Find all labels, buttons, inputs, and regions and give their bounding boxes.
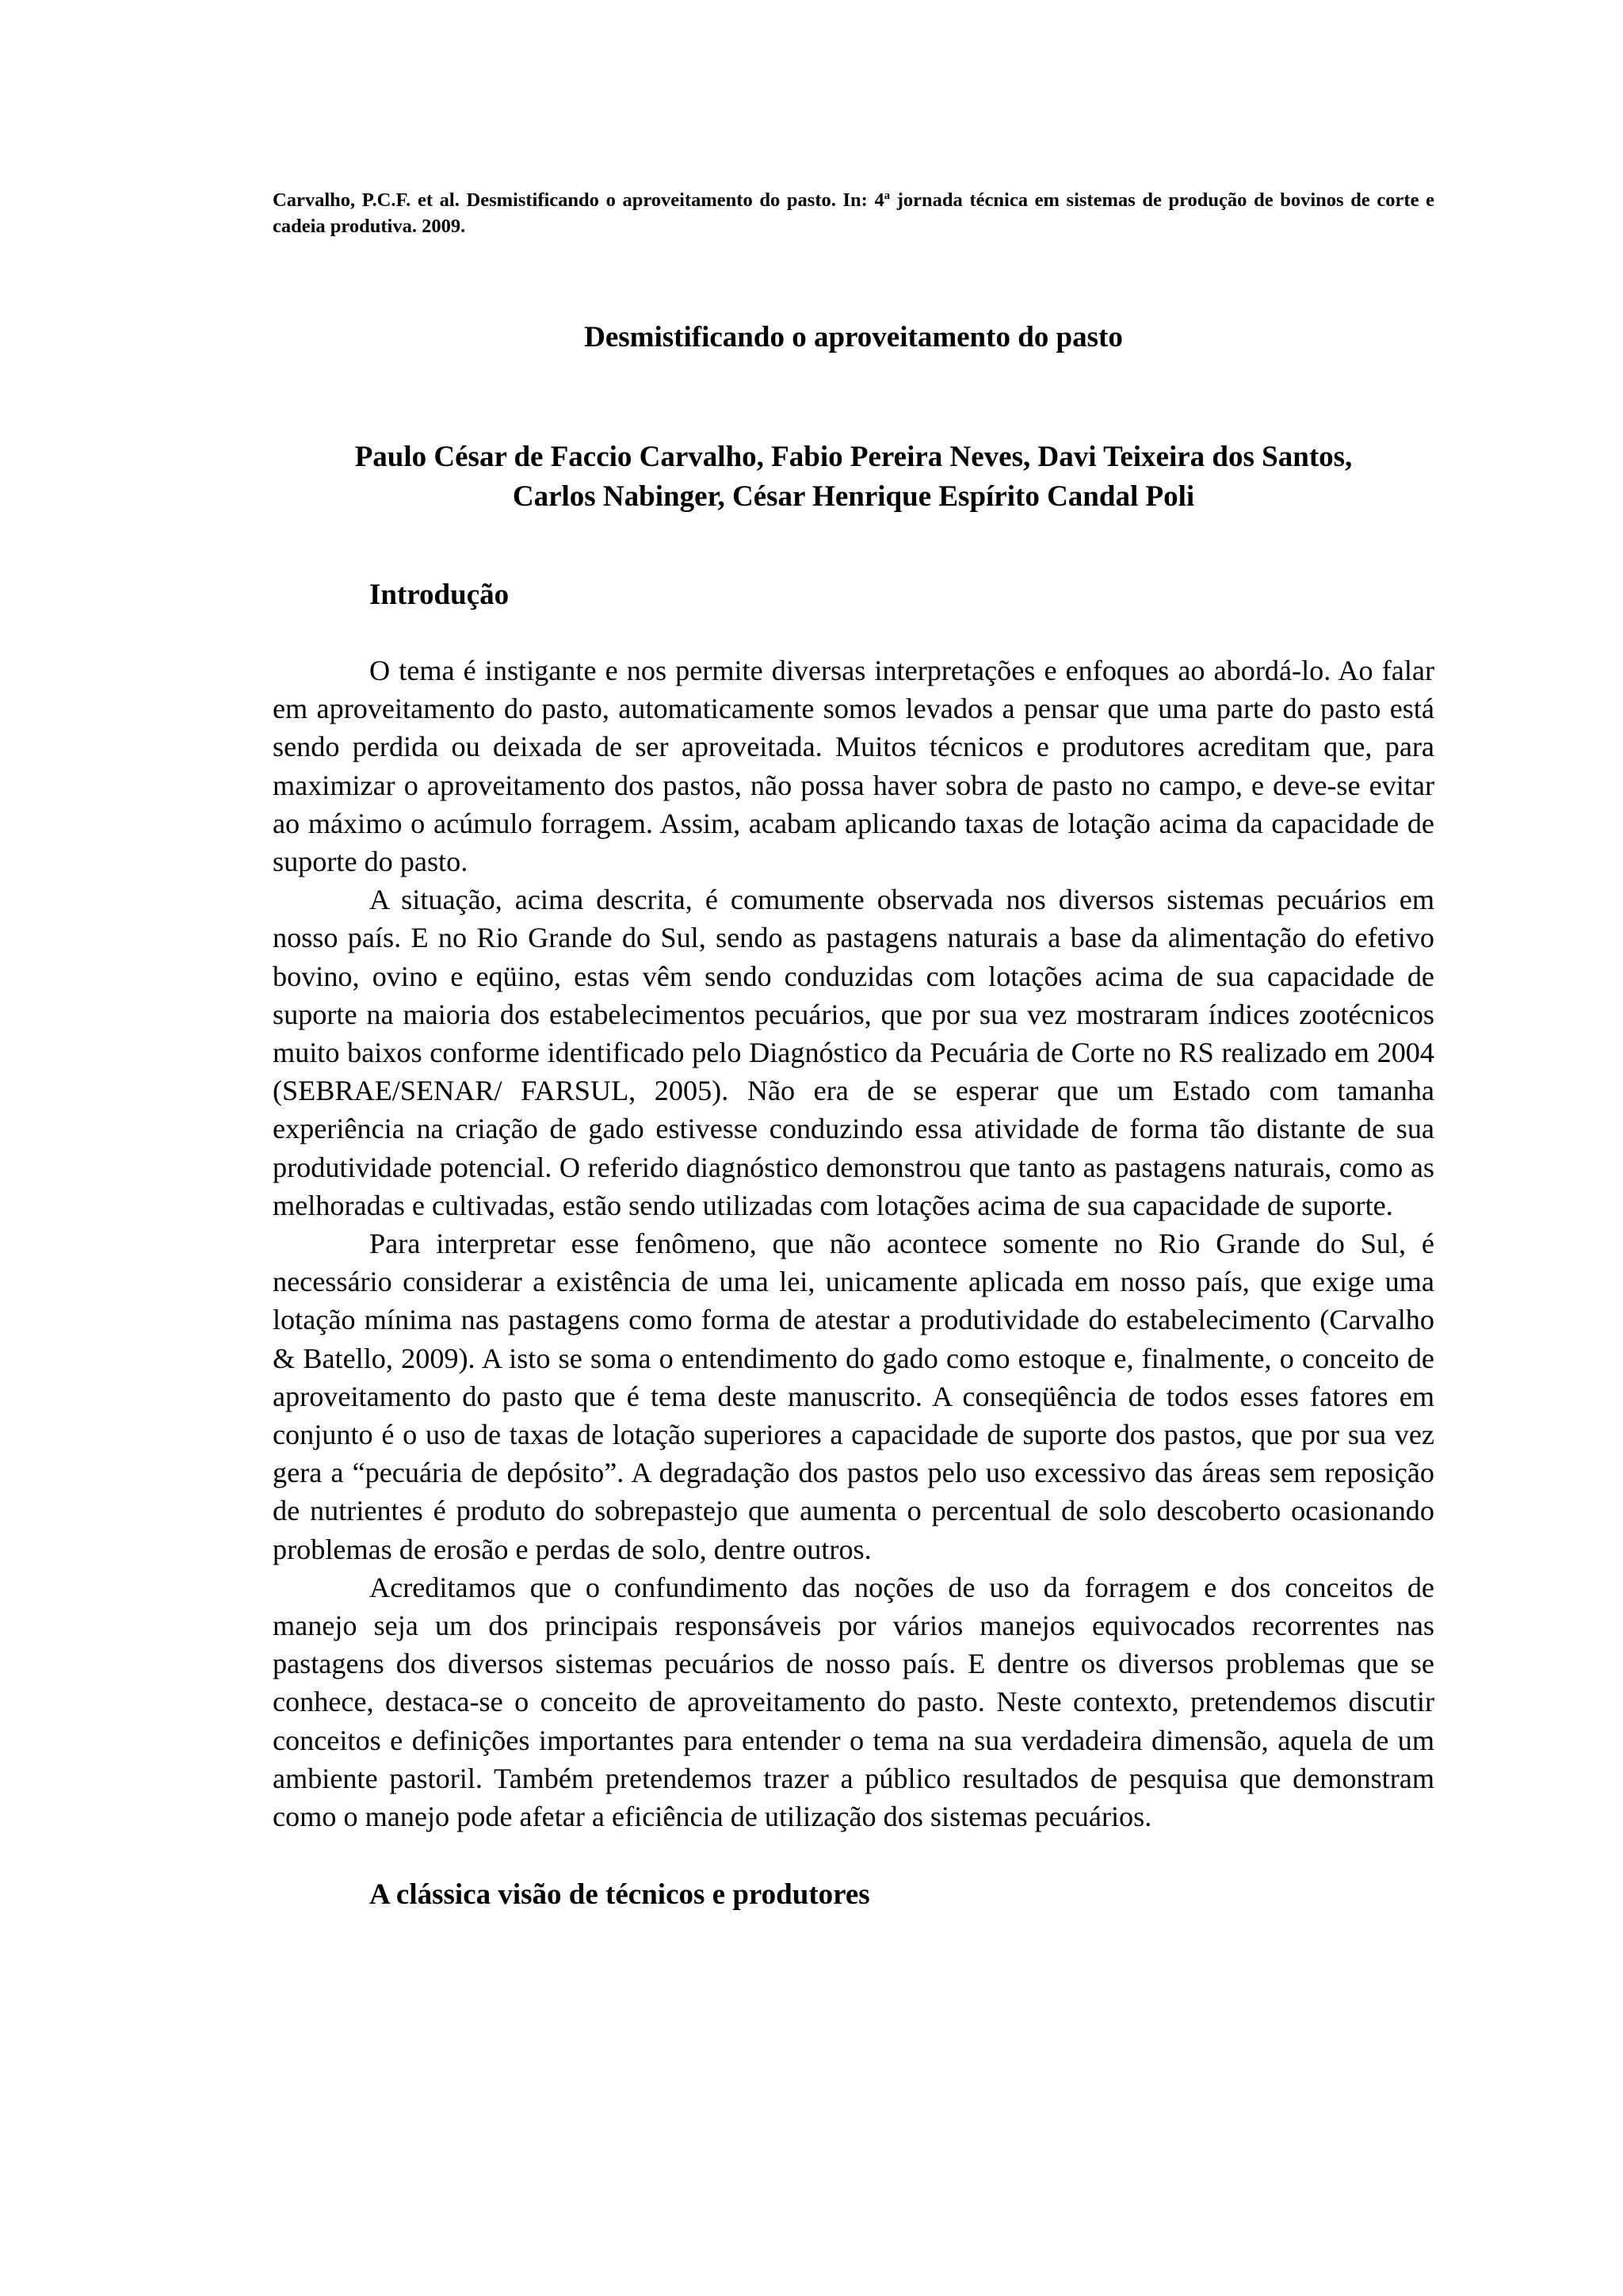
introduction-body bbox=[273, 651, 1434, 1836]
citation-suffix: jornada técnica em sistemas de produção de bovinos de corte e cadeia produtiva. 2009. bbox=[273, 189, 1434, 237]
paragraph: Para interpretar esse fenômeno, que não acontece somente no Rio Grande do Sul, é necessário considerar a existência de uma lei, unicamente aplicada em nosso país, que exige uma lotação mínima nas pastagens como forma de atestar a produtividade do estabelecimento (Carvalho & Batello, 2009). A isto se soma o entendimento do gado como estoque e, finalmente, o conceito de aproveitamento do pasto que é tema deste manuscrito. A conseqüência de todos esses fatores em conjunto é o uso de taxas de lotação superiores a capacidade de suporte dos pastos, que por sua vez gera a “pecuária de depósito”. A degradação dos pastos pelo uso excessivo das áreas sem reposição de nutrientes é produto do sobrepastejo que aumenta o percentual de solo descoberto ocasionando problemas de erosão e perdas de solo, dentre outros. bbox=[273, 1228, 1434, 1565]
citation-superscript: a bbox=[884, 189, 891, 202]
section-heading-introducao: Introdução bbox=[369, 579, 510, 611]
author-list bbox=[273, 437, 1434, 517]
citation-header bbox=[273, 187, 1434, 239]
document-page bbox=[273, 187, 1434, 1912]
paragraph: Acreditamos que o confundimento das noções de uso da forragem e dos conceitos de manejo seja um dos principais responsáveis por vários manejos equivocados recorrentes nas pastagens dos diversos sistemas pecuários de nosso país. E dentre os diversos problemas que se conhece, destaca-se o conceito de aproveitamento do pasto. Neste contexto, pretendemos discutir conceitos e definições importantes para entender o tema na sua verdadeira dimensão, aquela de um ambiente pastoril. Também pretendemos trazer a público resultados de pesquisa que demonstram como o manejo pode afetar a eficiência de utilização dos sistemas pecuários. bbox=[273, 1571, 1434, 1833]
paragraph: A situação, acima descrita, é comumente observada nos diversos sistemas pecuários em nosso país. E no Rio Grande do Sul, sendo as pastagens naturais a base da alimentação do efetivo bovino, ovino e eqüino, estas vêm sendo conduzidas com lotações acima de sua capacidade de suporte na maioria dos estabelecimentos pecuários, que por sua vez mostraram índices zootécnicos muito baixos conforme identificado pelo Diagnóstico da Pecuária de Corte no RS realizado em 2004 (SEBRAE/SENAR/ FARSUL, 2005). Não era de se esperar que um Estado com tamanha experiência na criação de gado estivesse conduzindo essa atividade de forma tão distante de sua produtividade potencial. O referido diagnóstico demonstrou que tanto as pastagens naturais, como as melhoradas e cultivadas, estão sendo utilizadas com lotações acima de sua capacidade de suporte. bbox=[273, 884, 1434, 1221]
author-line-1: Paulo César de Faccio Carvalho, Fabio Pereira Neves, Davi Teixeira dos Santos, bbox=[354, 441, 1353, 473]
paper-title: Desmistificando o aproveitamento do pasto bbox=[584, 321, 1123, 353]
paragraph: O tema é instigante e nos permite diversas interpretações e enfoques ao abordá-lo. Ao falar em aproveitamento do pasto, automaticamente somos levados a pensar que uma parte do pasto está sendo perdida ou deixada de ser aproveitada. Muitos técnicos e produtores acreditam que, para maximizar o aproveitamento dos pastos, não possa haver sobra de pasto no campo, e deve-se evitar ao máximo o acúmulo forragem. Assim, acabam aplicando taxas de lotação acima da capacidade de suporte do pasto. bbox=[273, 655, 1434, 878]
section-heading-classica-visao: A clássica visão de técnicos e produtores bbox=[369, 1878, 870, 1912]
author-line-2: Carlos Nabinger, César Henrique Espírito Candal Poli bbox=[512, 480, 1195, 513]
citation-prefix: Carvalho, P.C.F. et al. Desmistificando o aproveitamento do pasto. In: 4 bbox=[273, 189, 884, 211]
